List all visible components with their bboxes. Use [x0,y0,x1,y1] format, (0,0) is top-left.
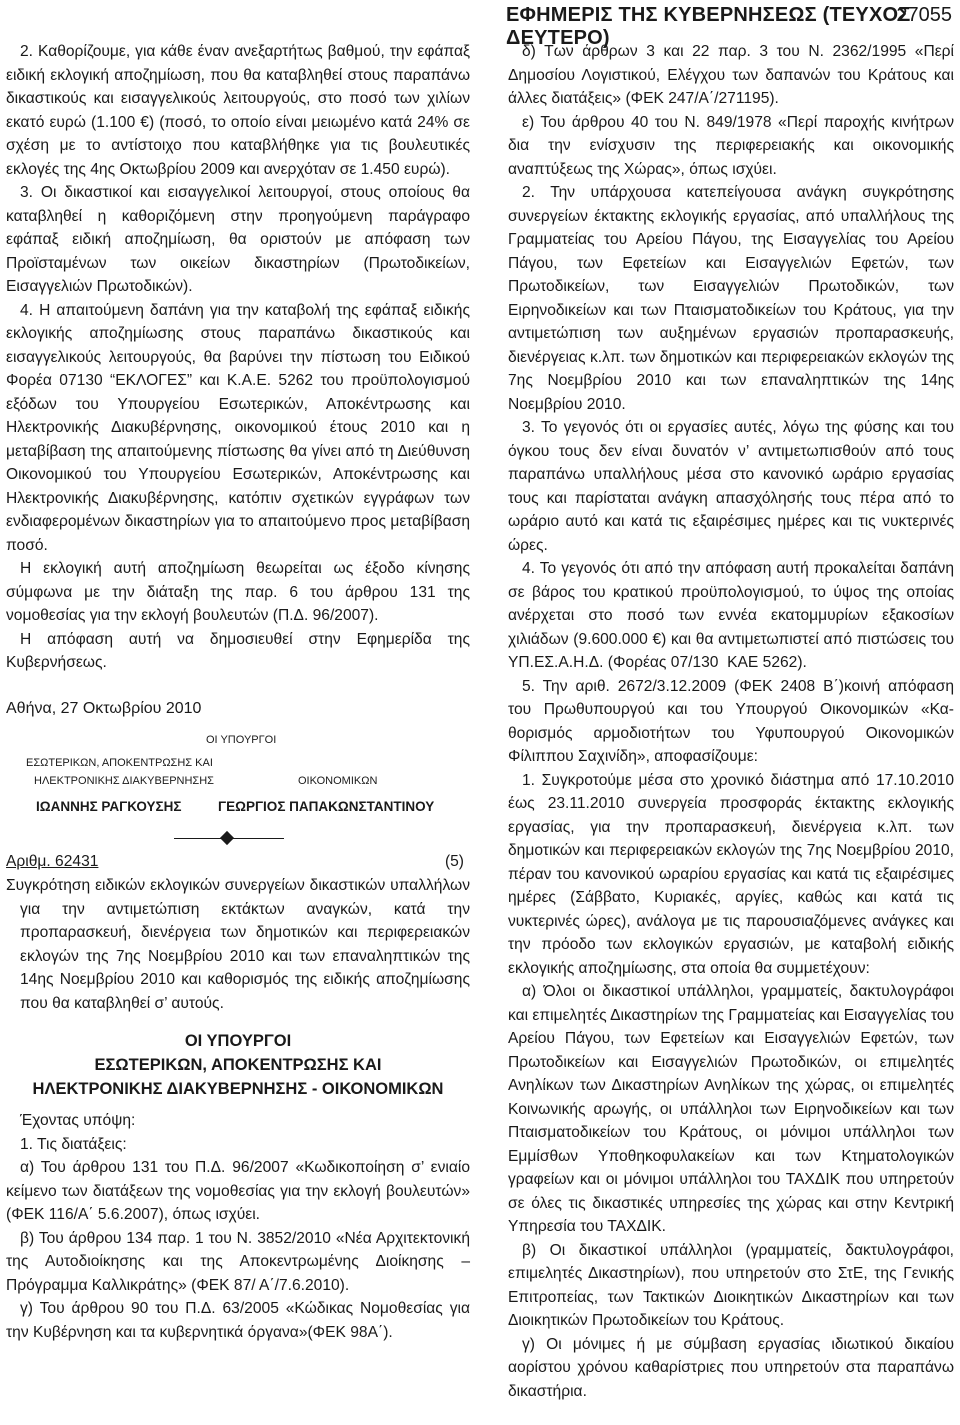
page-header [0,2,960,49]
signature-block [6,730,470,828]
section-divider [6,828,470,850]
paragraph: 2. Καθορίζουμε, για κάθε έναν ανεξαρτήτως βαθμού, την εφάπαξ ειδική εκλογική αποζημίωση, που θα καταβληθεί στους παραπάνω δικαστικούς και εισαγγελικούς λειτουργούς, στο ποσό των χιλίων εκατό ευρώ (1.100 €) (ποσό, το οποίο είναι μειωμένο κατά 24% σε σχέση με το αντίστοιχο που καταβλήθηκε για τις βουλευτικές εκλογές της 4ης Οκτωβρίου 2009 και ανερχόταν σε 1.450 ευρώ). [6,43,470,178]
decision-count: (5) [444,853,464,870]
left-column [6,40,470,1344]
paragraph: 3. Οι δικαστικοί και εισαγγελικοί λειτουργοί, στους οποίους θα καταβληθεί η καθοριζόμενη στην προηγούμενη παράγραφο εφάπαξ ειδική αποζημίωση, θα οριστούν με απόφαση των Προϊσταμένων των οικείων δικαστηρίων (Πρωτοδικείων, Εισαγγελιών Πρωτοδικών). [6,184,470,295]
signatory-name-1: ΙΩΑΝΝΗΣ ΡΑΓΚΟΥΣΗΣ [36,799,182,814]
paragraph: 2. Την υπάρχουσα κατεπείγουσα ανάγκη συγκρότησης συνεργείων έκτακτης εκλογικής εργασίας, από υπαλλήλους της Γραμματείας του Αρείου Πάγου, της Εισαγγελίας του Αρείου Πάγου, των Εφετείων και Εισαγγελιών Εφετών, των Πρωτοδικείων, των Εισαγγελιών Πρωτοδικών, των Ειρηνοδικείων και των Πταισματοδικείων του Κράτους, για την αντιμετώπιση των αυξημένων εργασιών προπαρασκευής, διενέργειας κ.λπ. των δημοτικών και περιφερειακών εκλογών της 7ης Νοεμβρίου 2010 και των επαναληπτικών της 14ης Νοεμβρίου 2010. [508,184,954,413]
decision-number: Αριθμ. 62431 [6,853,99,870]
paragraph: Έχοντας υπόψη: [20,1112,136,1129]
decision-subject: Συγκρότηση ειδικών εκλογικών συνεργείων δικαστικών υπαλλήλων για την αντιμετώπιση εκτάκτων αναγκών, κατά την προπαρασκευή, διενέργεια των δημοτικών και περιφερειακών εκλογών της 7ης Νοεμβρίου 2010 και των επαναληπτικών της 14ης Νοεμβρίου 2010 και καθορισμός της ειδικής αποζημίωσης που θα καταβληθεί σ’ αυτούς. [6,877,470,1012]
page-number: 27055 [896,4,952,26]
paragraph: Η εκλογική αυτή αποζημίωση θεωρείται ως έξοδο κίνησης σύμφωνα με την διάταξη της παρ. 6 του άρθρου 131 της νομοθεσίας για την εκλογή βουλευτών (Π.Δ. 96/2007). [6,560,470,624]
signature-place-date: Αθήνα, 27 Οκτωβρίου 2010 [6,699,202,717]
paragraph: 3. Το γεγονός ότι οι εργασίες αυτές, λόγω της φύσης και του όγκου τους δεν είναι δυνατόν ν’ αντιμετωπισθούν από τους παραπάνω υπαλλήλους μέσα στο κανονικό ωράριο εργασίας τους και παρίσταται ανάγκη απασχόλησής τους πέρα από το ωράριο αυτό και κατά τις εξαιρέσιμες ημέρες και τις νυκτερινές ώρες. [508,419,954,554]
ministers-title-line3: ΗΛΕΚΤΡΟΝΙΚΗΣ ΔΙΑΚΥΒΕΡΝΗΣΗΣ - ΟΙΚΟΝΟΜΙΚΩΝ [32,1080,444,1098]
paragraph: ε) Του άρθρου 40 του Ν. 849/1978 «Περί παροχής κινήτρων δια την ενίσχυσιν της περιφερειακής και οικονομικής αναπτύξεως της Χώρας», όπως ισχύει. [508,113,954,178]
paragraph: 5. Την αριθ. 2672/3.12.2009 (ΦΕΚ 2408 Β΄)κοινή απόφαση του Πρωθυπουργού και του Υπουργού Οικονομικών «Καθορισμός αρμοδιοτήτων του Υφυπουργού Οικονομικών Φίλιππου Σαχινίδη», αποφασίζουμε: [508,677,954,765]
paragraph: 4. Η απαιτούμενη δαπάνη για την καταβολή της εφάπαξ ειδικής εκλογικής αποζημίωσης στους παραπάνω δικαστικούς και εισαγγελικούς λειτουργούς, θα βαρύνει την πίστωση του Ειδικού Φορέα 07130 “ΕΚΛΟΓΕΣ” και Κ.Α.Ε. 5262 του προϋπολογισμού εξόδων του Υπουργείου Εσωτερικών, Αποκέντρωσης και Ηλεκτρονικής Διακυβέρνησης, οικονομικού έτους 2010 και η μεταβίβαση της απαιτούμενης πίστωσης θα γίνει από τη Διεύθυνση Οικονομικού του Υπουργείου Εσωτερικών, Αποκέντρωσης και Ηλεκτρονικής Διακυβέρνησης, κατόπιν σχετικών εγγράφων των ενδιαφερομένων δικαστηρίων για το απαιτούμενο προς μεταβίβαση ποσό. [6,301,470,554]
paragraph: 1. Τις διατάξεις: [20,1135,127,1153]
paragraph: 4. Το γεγονός ότι από την απόφαση αυτή προκαλείται δαπάνη σε βάρος του κρατικού προϋπολογισμού, το ύψος της οποίας ανέρχεται στο ποσό των εννέα εκατομμυρίων εξακοσίων χιλιάδων (9.600.000 €) και θα αντιμετωπιστεί από πιστώσεις του ΥΠ.ΕΣ.Α.Η.Δ. (Φορέας 07/130 ΚΑΕ 5262). [508,560,954,671]
paragraph: α) Του άρθρου 131 του Π.Δ. 96/2007 «Κωδικοποίηση σ’ ενιαίο κείμενο των διατάξεων της νομοθεσίας για την εκλογή βουλευτών» (ΦΕΚ 116/Α΄ 5.6.2007), όπως ισχύει. [6,1159,470,1223]
right-column [508,40,954,1403]
paragraph: Η απόφαση αυτή να δημοσιευθεί στην Εφημερίδα της Κυβερνήσεως. [6,630,470,671]
ministers-label: ΟΙ ΥΠΟΥΡΓΟΙ [206,734,277,746]
paragraph: β) Οι δικαστικοί υπάλληλοι (γραμματείς, δακτυλογράφοι, επιμελητές Δικαστηρίων), που υπηρετούν στο ΣτΕ, της Γενικής Επιτροπείας, των Τακτικών Διοικητικών Δικαστηρίων και των Διοικητικών Πρωτοδικείων του Κράτους. [508,1241,954,1329]
paragraph: γ) Του άρθρου 90 του Π.Δ. 63/2005 «Κώδικας Νομοθεσίας για την Κυβέρνηση και τα κυβερνητικά όργανα»(ΦΕΚ 98Α΄). [6,1300,470,1341]
ministry-interior-line2: ΗΛΕΚΤΡΟΝΙΚΗΣ ΔΙΑΚΥΒΕΡΝΗΣΗΣ [34,775,214,787]
decision-header [6,850,470,874]
ministry-interior-line1: ΕΣΩΤΕΡΙΚΩΝ, ΑΠΟΚΕΝΤΡΩΣΗΣ ΚΑΙ [26,757,213,769]
paragraph: δ) Των άρθρων 3 και 22 παρ. 3 του Ν. 2362/1995 «Περί Δημοσίου Λογιστικού, Ελέγχου των δαπανών του Κράτους και άλλες διατάξεις» (ΦΕΚ 247/Α΄/271195). [508,43,954,107]
ministers-title-line1: ΟΙ ΥΠΟΥΡΓΟΙ [184,1032,292,1050]
paragraph: α) Όλοι οι δικαστικοί υπάλληλοι, γραμματείς, δακτυλογράφοι και επιμελητές Δικαστηρίων της Γραμματείας και Εισαγγελίας του Αρείου Πάγου, των Εφετείων και Εισαγγελιών Εφετών, των Πρωτοδικείων και Εισαγγελιών Πρωτοδικών, οι επιμελητές Ανηλίκων των Δικαστηρίων Ανηλίκων της χώρας, οι επιμελητές Κοινωνικής αρωγής, οι υπάλληλοι των Ειρηνοδικείων και των Πταισματοδικείων του Κράτους, οι μόνιμοι υπάλληλοι των Εμμίσθων Υποθηκοφυλακείων και των Κτηματολογικών γραφείων και οι μόνιμοι υπάλληλοι του ΤΑΧΔΙΚ που υπηρετούν σε όλες τις δικαστικές υπηρεσίες της χώρας και στην Κεντρική Υπηρεσία του ΤΑΧΔΙΚ. [508,983,955,1235]
paragraph: γ) Οι μόνιμες ή με σύμβαση εργασίας ιδιωτικού δικαίου αορίστου χρόνου καθαρίστριες που υπηρετούν στα παραπάνω δικαστήρια. [508,1335,954,1400]
paragraph: 1. Συγκροτούμε μέσα στο χρονικό διάστημα από 17.10.2010 έως 23.11.2010 συνεργεία προσφοράς έκτακτης εκλογικής εργασίας, για την προπαρασκευή, διενέργεια κ.λπ. των δημοτικών και περιφερειακών εκλογών της 7ης Νοεμβρίου 2010, πέραν του κανονικού ωραρίου εργασίας και κατά τις εξαιρέσιμες ημέρες (Σάββατο, Κυριακές, αργίες, καθώς και κατά τις νυκτερινές ώρες), ανάλογα με τις παρουσιαζόμενες ανάγκες και την πρόοδο των εκλογικών εργασιών, με καταβολή ειδικής εκλογικής αποζημίωσης, στα οποία θα συμμετέχουν: [508,771,954,977]
ministers-title-line2: ΕΣΩΤΕΡΙΚΩΝ, ΑΠΟΚΕΝΤΡΩΣΗΣ ΚΑΙ [94,1056,382,1074]
ministry-finance: ΟΙΚΟΝΟΜΙΚΩΝ [298,775,378,787]
paragraph: β) Του άρθρου 134 παρ. 1 του Ν. 3852/2010 «Νέα Αρχιτεκτονική της Αυτοδιοίκησης και της Αποκεντρωμένης Διοίκησης – Πρόγραμμα Καλλικράτης» (ΦΕΚ 87/ Α΄/7.6.2010). [6,1229,470,1294]
gazette-title: ΕΦΗΜΕΡΙΣ ΤΗΣ ΚΥΒΕΡΝΗΣΕΩΣ (ΤΕΥΧΟΣ ΔΕΥΤΕΡΟ) [506,4,911,49]
signatory-name-2: ΓΕΩΡΓΙΟΣ ΠΑΠΑΚΩΝΣΤΑΝΤΙΝΟΥ [218,799,435,814]
diamond-ornament-icon [220,831,234,845]
